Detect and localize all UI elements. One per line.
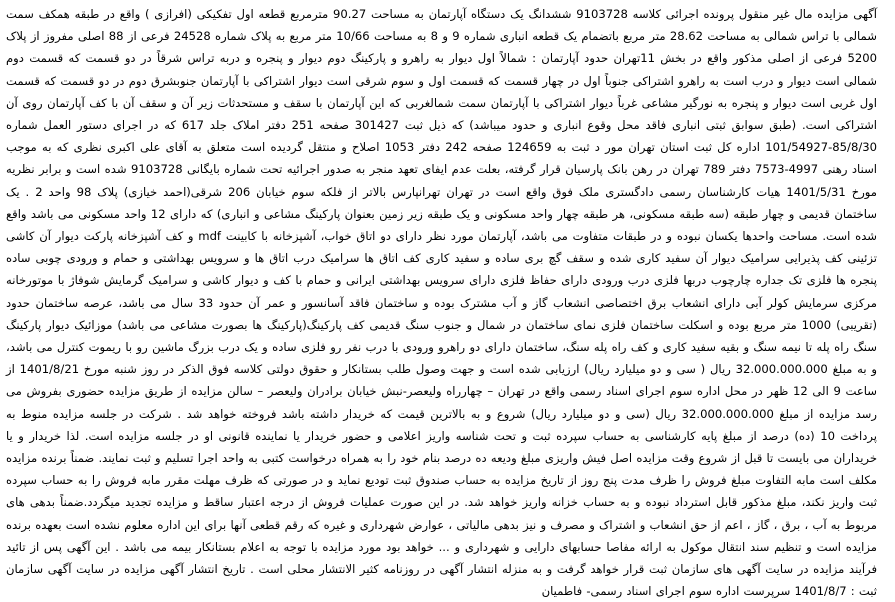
auction-notice-text: آگهی مزایده مال غیر منقول پرونده اجرائی کلاسه 9103728 ششدانگ یک دستگاه آپارتمان به مساحت 90.27 مترمربع قطعه اول تفکیکی (افرازی ) واقع در طبقه همکف سمت شمالی با تراس شمالی به مساحت 28.62 متر مربع باتضمام یک قطعه انباری شماره 9 و 8 به مساحت 10/66 متر مربع به پلاک شماره 24528 فرعی از 88 اصلی مفروز از پلاک 5200 فرعی از اصلی مذکور واقع در بخش 11تهران حدود آپارتمان : شمالاً اول دیوار به راهرو و پارکینگ دوم دیوار و پنجره و دربه تراس شرقاً در دو قسمت که قسمت دوم شمالی است دیوار و درب است به راهرو اشتراکی جنوباً اول در چهار قسمت که قسمت اول و سوم شرقی است دیوار اشتراکی با آپارتمان جنوبشرق دوم در دو قسمت که قسمت اول غربی است دیوار و پنجره به نورگیر مشاعی غرباً دیوار اشتراکی با آپارتمان سمت شمالغربی که این آپارتمان با سقف و مستحدثات زیر آن و سقف آن با کف آپارتمان روی آن اشتراکی است. (طبق سوابق ثبتی انباری فاقد محل وقوع انباری و حدود میباشد) که ذیل ثبت 301427 صفحه 251 دفتر املاک جلد 617 که در اجرای دستور العمل شماره 85/8/30-101/54927 اداره کل ثبت استان تهران مور د ثبت به 124659 صفحه 242 دفتر 1053 اصلاح و منتقل گردیده است متعلق به آقای علی اکبری نظری که به موجب اسناد رهنی 4997-7573 دفتر 789 تهران در رهن بانک پارسیان قرار گرفته، بعلت عدم ایفای تعهد منجر به صدور اجرائیه تحت شماره بایگانی 9103728 شده است و برابر نظریه مورخ 1401/5/31 هیات کارشناسان رسمی دادگستری ملک فوق واقع است در تهران تهرانپارس بالاتر از فلکه سوم خیابان 206 شرقی(احمد خیازی) پلاک 98 واحد 2 . یک ساختمان قدیمی و چهار طبقه (سه طبقه مسکونی، هر طبقه چهار واحد مسکونی و یک طبقه زیر زمین بعنوان پارکینگ مشاعی و انباری) که دارای 12 واحد مسکونی می باشد واقع شده است. مساحت واحدها یکسان نبوده و در طبقات متفاوت می باشد، آپارتمان مورد نظر دارای دو اتاق خواب، آشپزخانه با کابینت mdf و کف آشپزخانه پارکت دیوار آن کاشی تزئینی کف پذیرایی سرامیک دیوار آن سفید کاری شده و سقف گچ بری ساده و سفید کاری کف اتاق ها سرامیک درب اتاق ها و سرویس بهداشتی و حمام و ورودی چوبی ساده پنجره ها فلزی تک جداره چارچوب دربها فلزی درب ورودی دارای حفاظ فلزی دارای سرویس بهداشتی ایرانی و حمام با کف و دیوار کاشی و سرامیک گرمایش شوفاژ با موتورخانه مرکزی سرمایش کولر آبی دارای انشعاب برق اختصاصی انشعاب گاز و آب مشترک بوده و ساختمان فاقد آسانسور و عمر آن حدود 33 سال می باشد، عرصه ساختمان حدود (تقریبی) 1000 متر مربع بوده و اسکلت ساختمان فلزی نمای ساختمان در شمال و جنوب سنگ قدیمی کف پارکینگ(پارکینگ ها بصورت مشاعی می باشد) موزائیک دیوار پارکینگ سنگ راه پله تا نیمه سنگ و بقیه سفید کاری و کف راه پله سنگ، ساختمان دارای دو راهرو ورودی با درب نفر رو فلزی ساده و یک درب بزرگ ماشین رو با ریموت کنترل می باشد، و به مبلغ 32.000.000.000 ریال ( سی و دو میلیارد ریال) ارزیابی شده است و جهت وصول طلب بستانکار و حقوق دولتی کلاسه فوق الذکر در روز شنبه مورخ 1401/8/21 از ساعت 9 الی 12 ظهر در محل اداره سوم اجرای اسناد رسمی واقع در تهران – چهارراه ولیعصر-نبش خیابان برادران ولیعصر – سالن مزایده از طریق مزایده حضوری بفروش می رسد مزایده از مبلغ 32.000.000.000 ریال (سی و دو میلیارد ریال) شروع و به بالاترین قیمت که خریدار داشته باشد فروخته خواهد شد . شرکت در جلسه مزایده منوط به پرداخت 10 (ده) درصد از مبلغ پایه کارشناسی به حساب سپرده ثبت و تحت شناسه واریز اعلامی و حضور خریدار یا نماینده قانونی او در جلسه مزایده است. لذا خریدار و یا خریداران می بایست تا قبل از شروع وقت مزایده اصل فیش واریزی مبلغ ودیعه ده درصد بنام خود را به همراه درخواست کتبی به واحد اجرا تسلیم و ثبت نمایند. ضمناً برنده مزایده مکلف است مابه التفاوت مبلغ فروش را ظرف مدت پنج روز از تاریخ مزایده به حساب صندوق ثبت تودیع نماید و در صورتی که ظرف مهلت مقرر مابه فروش را به حساب سپرده ثبت واریز نکند، مبلغ مذکور قابل استرداد نبوده و به حساب خزانه واریز خواهد شد. در این صورت عملیات فروش از درجه اعتبار ساقط و مزایده تجدید میگردد.ضمناً بدهی های مربوط به آب ، برق ، گاز ، اعم از حق انشعاب و اشتراک و مصرف و نیز بدهی مالیاتی ، عوارض شهرداری و غیره که رقم قطعی آنها برای این اداره معلوم نشده است بعهده برنده مزایده است و تنظیم سند انتقال موکول به ارائه مفاصا حسابهای دارایی و شهرداری و ... خواهد بود مورد مزایده با توجه به اعلام بستانکار بیمه می باشد . این آگهی پس از تائید فرآیند مزایده در سایت آگهی های سازمان ثبت قرار خواهد گرفت و به منزله انتشار آگهی در روزنامه کثیر الانتشار محلی است . تاریخ انتشار آگهی مزایده در سایت آگهی سازمان ثبت : 1401/8/7 سرپرست اداره سوم اجرای اسناد رسمی- فاطمیان (6, 7, 878, 599)
